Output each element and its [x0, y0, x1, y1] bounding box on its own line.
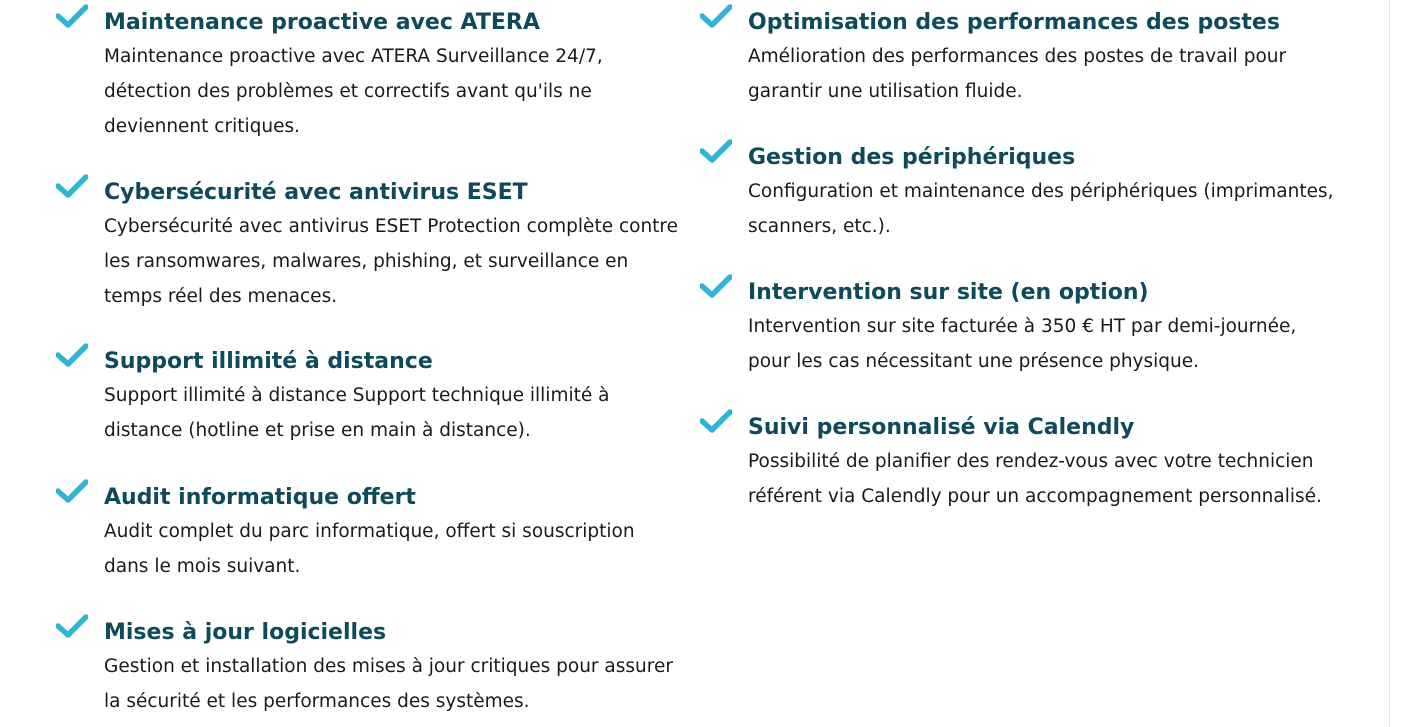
check-icon	[700, 139, 732, 163]
feature-description: Audit complet du parc informatique, offert si souscription dans le mois suivant.	[104, 521, 635, 577]
check-icon	[700, 409, 732, 433]
feature-description: Intervention sur site facturée à 350 € HT par demi-journée, pour les cas nécessitant une présence physique.	[748, 316, 1297, 372]
feature-description: Cybersécurité avec antivirus ESET Protection complète contre les ransomwares, malwares, phishing, et surveillance en temps réel des menaces.	[104, 216, 679, 307]
page-edge-divider	[1389, 0, 1390, 727]
feature-title: Gestion des périphériques	[748, 145, 1076, 170]
feature-title: Optimisation des performances des postes	[748, 10, 1280, 35]
check-icon	[700, 274, 732, 298]
check-icon	[56, 614, 88, 638]
feature-description: Possibilité de planifier des rendez-vous avec votre technicien référent via Calendly pour un accompagnement personnalisé.	[748, 451, 1322, 507]
feature-description: Gestion et installation des mises à jour critiques pour assurer la sécurité et les performances des systèmes.	[104, 656, 673, 712]
check-icon	[56, 479, 88, 503]
check-icon	[56, 174, 88, 198]
feature-title: Support illimité à distance	[104, 349, 433, 374]
feature-description: Support illimité à distance Support technique illimité à distance (hotline et prise en main à distance).	[104, 385, 610, 441]
feature-title: Intervention sur site (en option)	[748, 280, 1149, 305]
check-icon	[56, 4, 88, 28]
check-icon	[700, 4, 732, 28]
feature-title: Cybersécurité avec antivirus ESET	[104, 180, 528, 205]
check-icon	[56, 343, 88, 367]
feature-description: Configuration et maintenance des périphériques (imprimantes, scanners, etc.).	[748, 181, 1334, 237]
feature-description: Maintenance proactive avec ATERA Surveillance 24/7, détection des problèmes et correctifs avant qu'ils ne deviennent critiques.	[104, 46, 603, 137]
feature-title: Suivi personnalisé via Calendly	[748, 415, 1135, 440]
feature-description: Amélioration des performances des postes de travail pour garantir une utilisation fluide.	[748, 46, 1287, 102]
feature-title: Maintenance proactive avec ATERA	[104, 10, 540, 35]
feature-title: Mises à jour logicielles	[104, 620, 387, 645]
feature-title: Audit informatique offert	[104, 485, 416, 510]
